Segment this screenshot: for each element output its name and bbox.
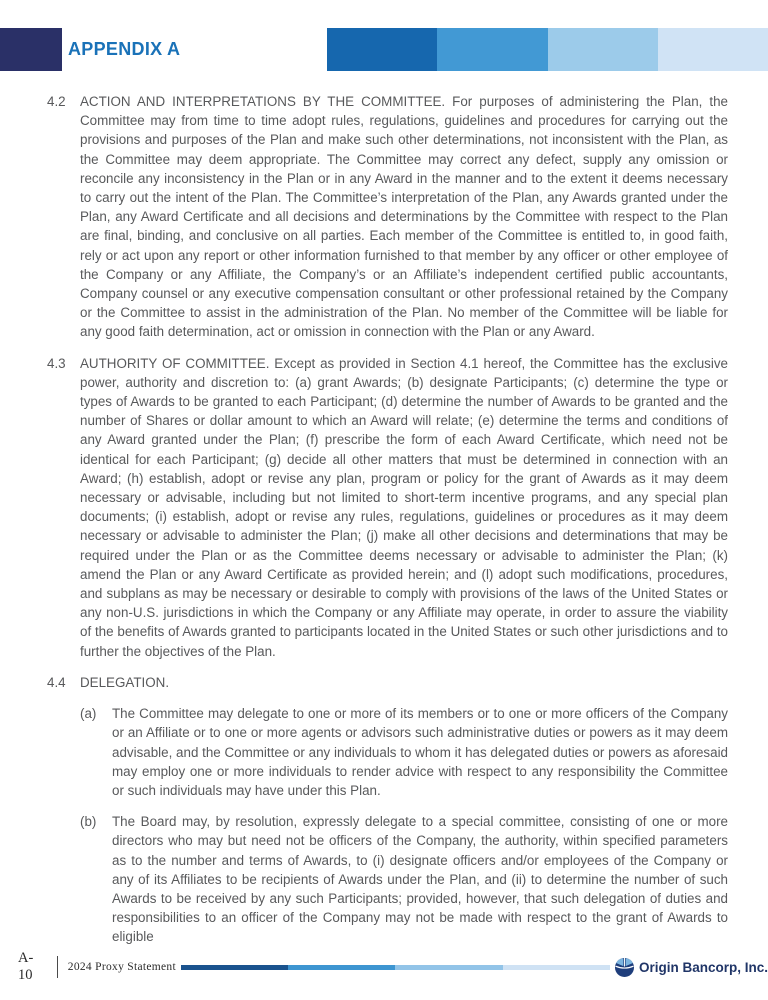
section-number: 4.2 [47,94,66,109]
footer-bar-segment-1 [181,965,288,970]
footer-bar-segment-4 [503,965,610,970]
subsection-text: The Board may, by resolution, expressly delegate to a special committee, consisting of one or more directors who may but need not be officers of the Company, the authority, within specified parameters as to the number and terms of Awards, to (i) designate officers and/or employees of the Company or any of its Affiliates to be recipients of Awards under the Plan, and (ii) to determine the number of such Awards to be received by any such Participants; provided, however, that such delegation of duties and responsibilities to an officer of the Company may not be made with respect to the grant of Awards to eligible [112,814,728,945]
footer-doc-title: 2024 Proxy Statement [67,961,176,973]
section-4-3 [47,354,728,661]
section-number: 4.4 [47,674,66,690]
section-text: ACTION AND INTERPRETATIONS BY THE COMMITTEE. For purposes of administering the Plan, the Committee may from time to time adopt rules, regulations, guidelines and procedures for carrying out the provisions and purposes of the Plan and make such other determinations, not inconsistent with the Plan, as the Committee may deem appropriate. The Committee may correct any defect, supply any omission or reconcile any inconsistency in the Plan or in any Award in the manner and to the extent it deems necessary to carry out the intent of the Plan. The Committee’s interpretation of the Plan, any Awards granted under the Plan, any Award Certificate and all decisions and determinations by the Committee with respect to the Plan are final, binding, and conclusive on all parties. Each member of the Committee is entitled to, in good faith, rely or act upon any report or other information furnished to that member by any officer or other employee of the Company or any Affiliate, the Company’s or an Affiliate’s independent certified public accountants, Company counsel or any executive compensation consultant or other professional retained by the Company or the Committee to assist in the administration of the Plan. No member of the Committee will be liable for any good faith determination, act or omission in connection with the Plan or any Award. [80,94,728,340]
section-4-4-subsections [80,704,728,946]
header-gradient-bar [327,28,768,71]
footer-bar-segment-3 [395,965,502,970]
footer-bar-segment-2 [288,965,395,970]
header-bar-segment-3 [548,28,658,71]
page-footer [0,950,768,984]
company-logo [615,958,768,977]
origin-bancorp-logo-icon [615,958,634,977]
section-text: AUTHORITY OF COMMITTEE. Except as provided in Section 4.1 hereof, the Committee has the exclusive power, authority and discretion to: (a) grant Awards; (b) designate Participants; (c) determine the type or types of Awards to be granted to each Participant; (d) determine the number of Awards to be granted and the number of Shares or dollar amount to which an Award will relate; (e) determine the terms and conditions of any Award granted under the Plan; (f) prescribe the form of each Award Certificate, which need not be identical for each Participant; (g) decide all other matters that must be determined in connection with an Award; (h) establish, adopt or revise any plan, program or policy for the grant of Awards as it may deem necessary or advisable, including but not limited to short-term incentive programs, and any special plan documents; (i) establish, adopt or revise any rules, regulations, guidelines or procedures as it may deem necessary or advisable to administer the Plan; (j) make all other decisions and determinations that may be required under the Plan or as the Committee deems necessary or advisable to administer the Plan; (k) amend the Plan or any Award Certificate as provided herein; and (l) adopt such modifications, procedures, and subplans as may be necessary or desirable to comply with provisions of the laws of the United States or any non-U.S. jurisdictions in which the Company or any Affiliate may operate, in order to assure the viability of the benefits of Awards granted to participants located in the United States or such other jurisdictions and to further the objectives of the Plan. [80,355,728,659]
header-bar-segment-2 [437,28,547,71]
subsection-label: (b) [80,814,97,830]
section-heading: DELEGATION. [80,674,170,690]
subsection-a [80,704,728,800]
subsection-label: (a) [80,706,97,722]
footer-divider [57,956,58,978]
header-bar-segment-1 [327,28,437,71]
footer-gradient-bar [181,965,610,970]
page-title: APPENDIX A [68,39,181,59]
section-4-4 [47,673,728,692]
header-bar-segment-4 [658,28,768,71]
section-4-2 [47,92,728,342]
subsection-text: The Committee may delegate to one or more of its members or to one or more officers of the Company or an Affiliate or to one or more agents or advisors such administrative duties or powers as it may deem advisable, and the Committee or any individuals to whom it has delegated duties or powers as aforesaid may employ one or more individuals to render advice with respect to any responsibility the Committee or such individuals may have under this Plan. [112,706,728,798]
document-body [47,92,728,947]
subsection-b [80,812,728,946]
footer-company-name: Origin Bancorp, Inc. [638,959,768,975]
footer-page-number: A-10 [18,950,34,983]
section-number: 4.3 [47,355,66,371]
header-accent-square [0,28,62,71]
